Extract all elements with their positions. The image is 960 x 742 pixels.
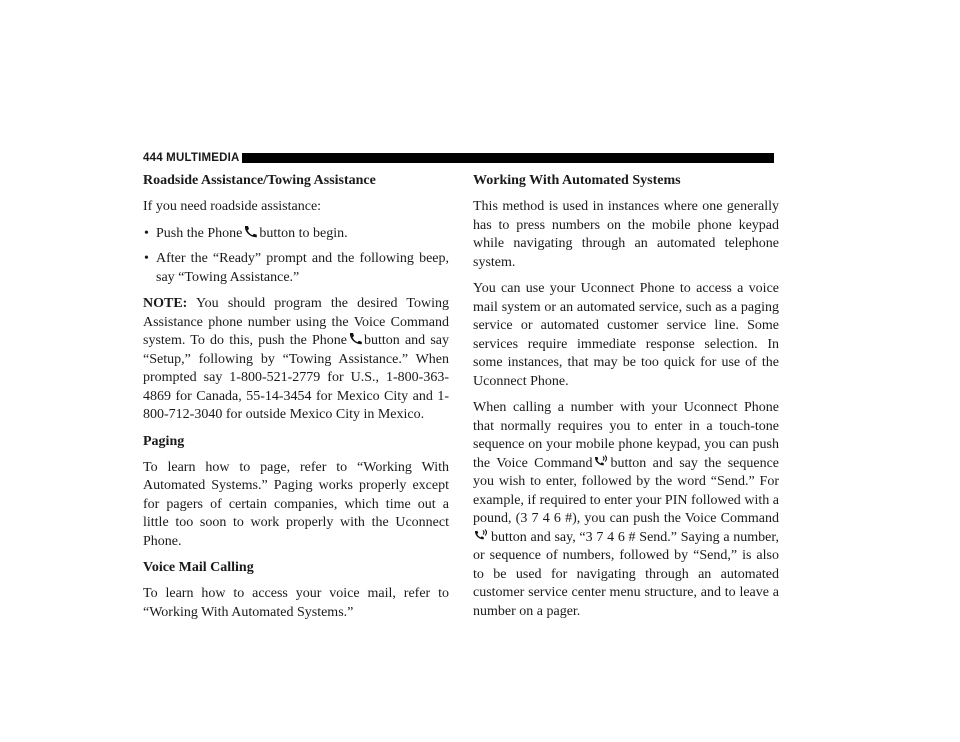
page-number-section: 444 MULTIMEDIA [143, 152, 240, 164]
phone-icon [243, 225, 258, 238]
right-column [473, 170, 779, 629]
list-item: • After the “Ready” prompt and the following beep, say “Towing Assistance.” [143, 250, 449, 287]
list-item: • Push the Phone button to begin. [143, 225, 449, 244]
roadside-intro: If you need roadside assistance: [143, 199, 322, 214]
voice-command-icon [474, 529, 490, 542]
page-header [143, 151, 774, 167]
phone-icon [348, 332, 363, 345]
roadside-steps [143, 225, 449, 288]
automated-paragraph-2: You can use your Uconnect Phone to access a voice mail system or an automated service, such as a paging service or automated customer service line. Some services require immediate response selection. In some instances, that may be too quick for use of the Uconnect Phone. [473, 281, 779, 389]
heading-roadside-assistance: Roadside Assistance/Towing Assistance [143, 173, 376, 188]
header-rule [242, 153, 774, 163]
left-column [143, 170, 449, 630]
note-paragraph: NOTE: You should program the desired Towing Assistance phone number using the Voice Command system. To do this, push the Phone button and say “Setup,” following by “Towing Assistance.” When prompted say 1-800-521-2779 for U.S., 1-800-363-4869 for Canada, 55-14-3454 for Mexico City and 1-800-712-3040 for outside Mexico City in Mexico. [143, 296, 449, 422]
voice-mail-paragraph: To learn how to access your voice mail, refer to “Working With Automated Systems.” [143, 586, 449, 620]
automated-paragraph-3: When calling a number with your Uconnect Phone that normally requires you to enter in a touch-tone sequence on your mobile phone keypad, you can push the Voice Command button and say the sequence you wish to enter, followed by the word “Send.” For example, if required to enter your PIN followed with a pound, (3 7 4 6 #), you can push the Voice Command button and say, “3 7 4 6 # Send.” Saying a number, or sequence of numbers, followed by “Send,” is also to be used for navigating through an automated customer service center menu structure, and to leave a number on a pager. [473, 400, 779, 619]
heading-automated-systems: Working With Automated Systems [473, 173, 681, 188]
voice-command-icon [594, 455, 610, 468]
paging-paragraph: To learn how to page, refer to “Working With Automated Systems.” Paging works properly except for pagers of certain companies, which time out a little too soon to work properly with the Uconnect Phone. [143, 459, 449, 549]
heading-paging: Paging [143, 433, 185, 449]
heading-voice-mail: Voice Mail Calling [143, 560, 254, 575]
automated-paragraph-1: This method is used in instances where one generally has to press numbers on the mobile phone keypad while navigating through an automated telephone system. [473, 199, 779, 270]
note-label: NOTE: [143, 296, 188, 311]
